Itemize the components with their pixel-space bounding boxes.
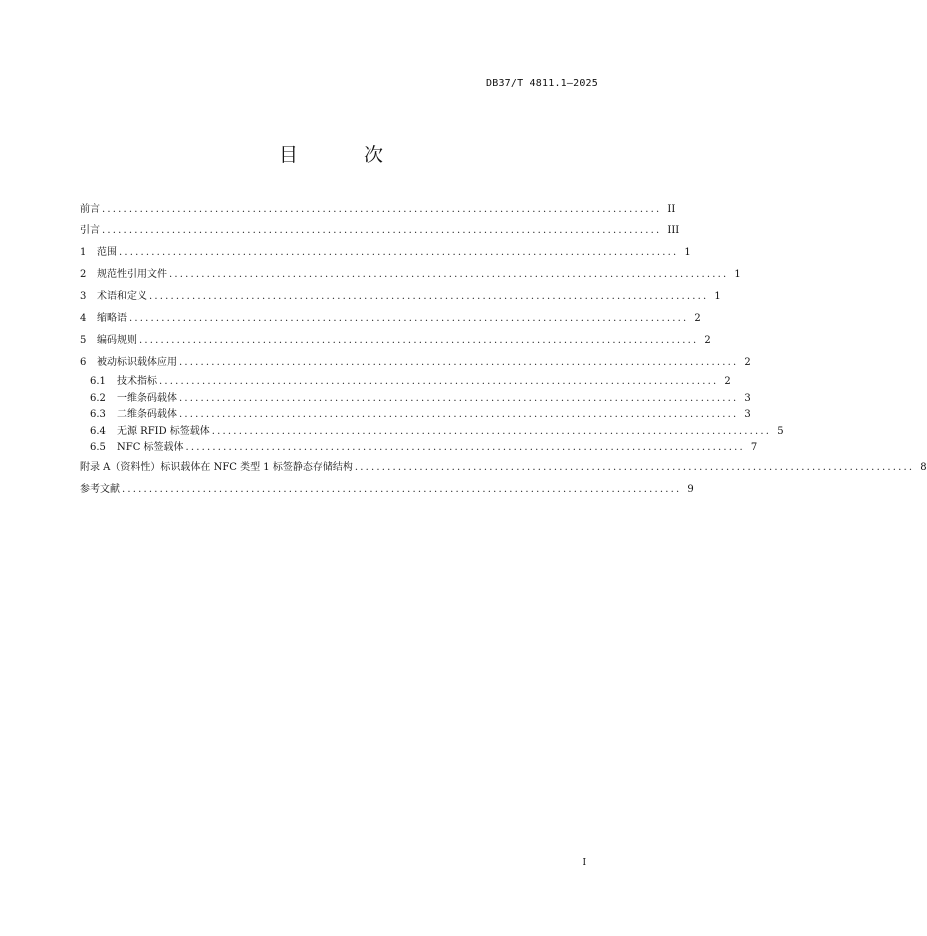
toc-leader-dots: ........................................................................................................: [139, 335, 699, 346]
toc-entry-page: 1: [714, 291, 721, 302]
toc-entry-number: 4: [80, 313, 87, 324]
page-number: I: [582, 858, 586, 868]
toc-entry-passive-carrier-application[interactable]: [80, 352, 751, 374]
toc-entry-label: 二维条码载体: [117, 409, 177, 420]
toc-entry-terms-definitions[interactable]: [80, 286, 721, 308]
toc-entry-number: 5: [80, 335, 87, 346]
toc-leader-dots: ........................................................................................................: [102, 225, 662, 236]
toc-entry-foreword[interactable]: [80, 200, 676, 220]
toc-entry-label: 参考文献: [80, 483, 120, 495]
toc-entry-label: 缩略语: [97, 313, 127, 324]
toc-entry-label: 术语和定义: [97, 291, 147, 302]
toc-leader-dots: ........................................................................................................: [211, 425, 772, 437]
toc-entry-number: 1: [80, 247, 87, 258]
toc-entry-page: 8: [920, 461, 927, 473]
toc-leader-dots: ........................................................................................................: [119, 247, 679, 258]
toc-entry-page: 3: [744, 392, 751, 404]
toc-leader-dots: ........................................................................................................: [185, 442, 745, 453]
toc-entry-number: 6.1: [90, 376, 106, 387]
toc-leader-dots: ........................................................................................................: [179, 409, 739, 420]
toc-entry-page: 5: [777, 425, 784, 437]
toc-entry-appendix-a[interactable]: [80, 457, 927, 479]
toc-entry-label: 前言: [80, 204, 100, 215]
toc-entry-number: 6.2: [90, 392, 106, 404]
toc-entry-page: 2: [704, 335, 711, 346]
toc-entry-number: 2: [80, 269, 87, 280]
toc-leader-dots: ........................................................................................................: [122, 483, 682, 495]
table-of-contents: [80, 200, 927, 501]
toc-leader-dots: ........................................................................................................: [179, 357, 739, 368]
toc-entry-number: 6.5: [90, 442, 106, 453]
page-title: 目 次: [278, 144, 414, 166]
toc-entry-scope[interactable]: [80, 242, 691, 264]
toc-subentry-nfc-tag[interactable]: [80, 440, 758, 457]
toc-entry-page: 2: [694, 313, 701, 324]
toc-leader-dots: ........................................................................................................: [149, 291, 709, 302]
toc-entry-page: 2: [744, 357, 751, 368]
toc-entry-coding-rules[interactable]: [80, 330, 711, 352]
toc-entry-label: 一维条码载体: [117, 392, 177, 404]
toc-entry-label: 引言: [80, 225, 100, 236]
toc-entry-page: III: [667, 225, 680, 236]
toc-entry-page: 2: [724, 376, 731, 387]
toc-entry-page: 3: [744, 409, 751, 420]
toc-entry-page: 9: [687, 483, 694, 495]
toc-entry-label: 被动标识载体应用: [97, 357, 177, 368]
toc-entry-introduction[interactable]: [80, 220, 680, 242]
toc-subentry-2d-barcode[interactable]: [80, 407, 751, 424]
toc-entry-label: 技术指标: [117, 376, 157, 387]
toc-entry-number: 3: [80, 291, 87, 302]
toc-entry-number: 6.3: [90, 409, 106, 420]
toc-leader-dots: ........................................................................................................: [129, 313, 689, 324]
toc-entry-abbreviations[interactable]: [80, 308, 701, 330]
toc-entry-normative-references[interactable]: [80, 264, 741, 286]
toc-entry-label: 规范性引用文件: [97, 269, 167, 280]
toc-subentry-rfid-tag[interactable]: [80, 424, 784, 441]
toc-leader-dots: ........................................................................................................: [102, 204, 662, 215]
toc-leader-dots: ........................................................................................................: [159, 376, 719, 387]
toc-leader-dots: ........................................................................................................: [169, 269, 729, 280]
toc-entry-page: II: [667, 204, 676, 215]
toc-leader-dots: ........................................................................................................: [179, 392, 739, 404]
toc-entry-label: 编码规则: [97, 335, 137, 346]
toc-entry-label: NFC 标签载体: [117, 442, 184, 453]
toc-entry-number: 6.4: [90, 425, 106, 437]
toc-entry-page: 1: [684, 247, 691, 258]
toc-entry-label: 标识载体在 NFC 类型 1 标签静态存储结构: [160, 461, 353, 473]
toc-subentry-1d-barcode[interactable]: [80, 391, 751, 408]
toc-entry-number: 6: [80, 357, 87, 368]
toc-subentry-technical-indicators[interactable]: [80, 374, 731, 391]
toc-entry-references[interactable]: [80, 479, 694, 501]
document-code: DB37/T 4811.1—2025: [486, 78, 598, 89]
toc-entry-page: 1: [734, 269, 741, 280]
toc-entry-page: 7: [750, 442, 758, 453]
toc-appendix-number: 附录 A（资料性）: [80, 461, 161, 473]
toc-entry-label: 无源 RFID 标签载体: [117, 425, 210, 437]
toc-leader-dots: ........................................................................................................: [354, 461, 915, 473]
toc-entry-label: 范围: [97, 247, 117, 258]
